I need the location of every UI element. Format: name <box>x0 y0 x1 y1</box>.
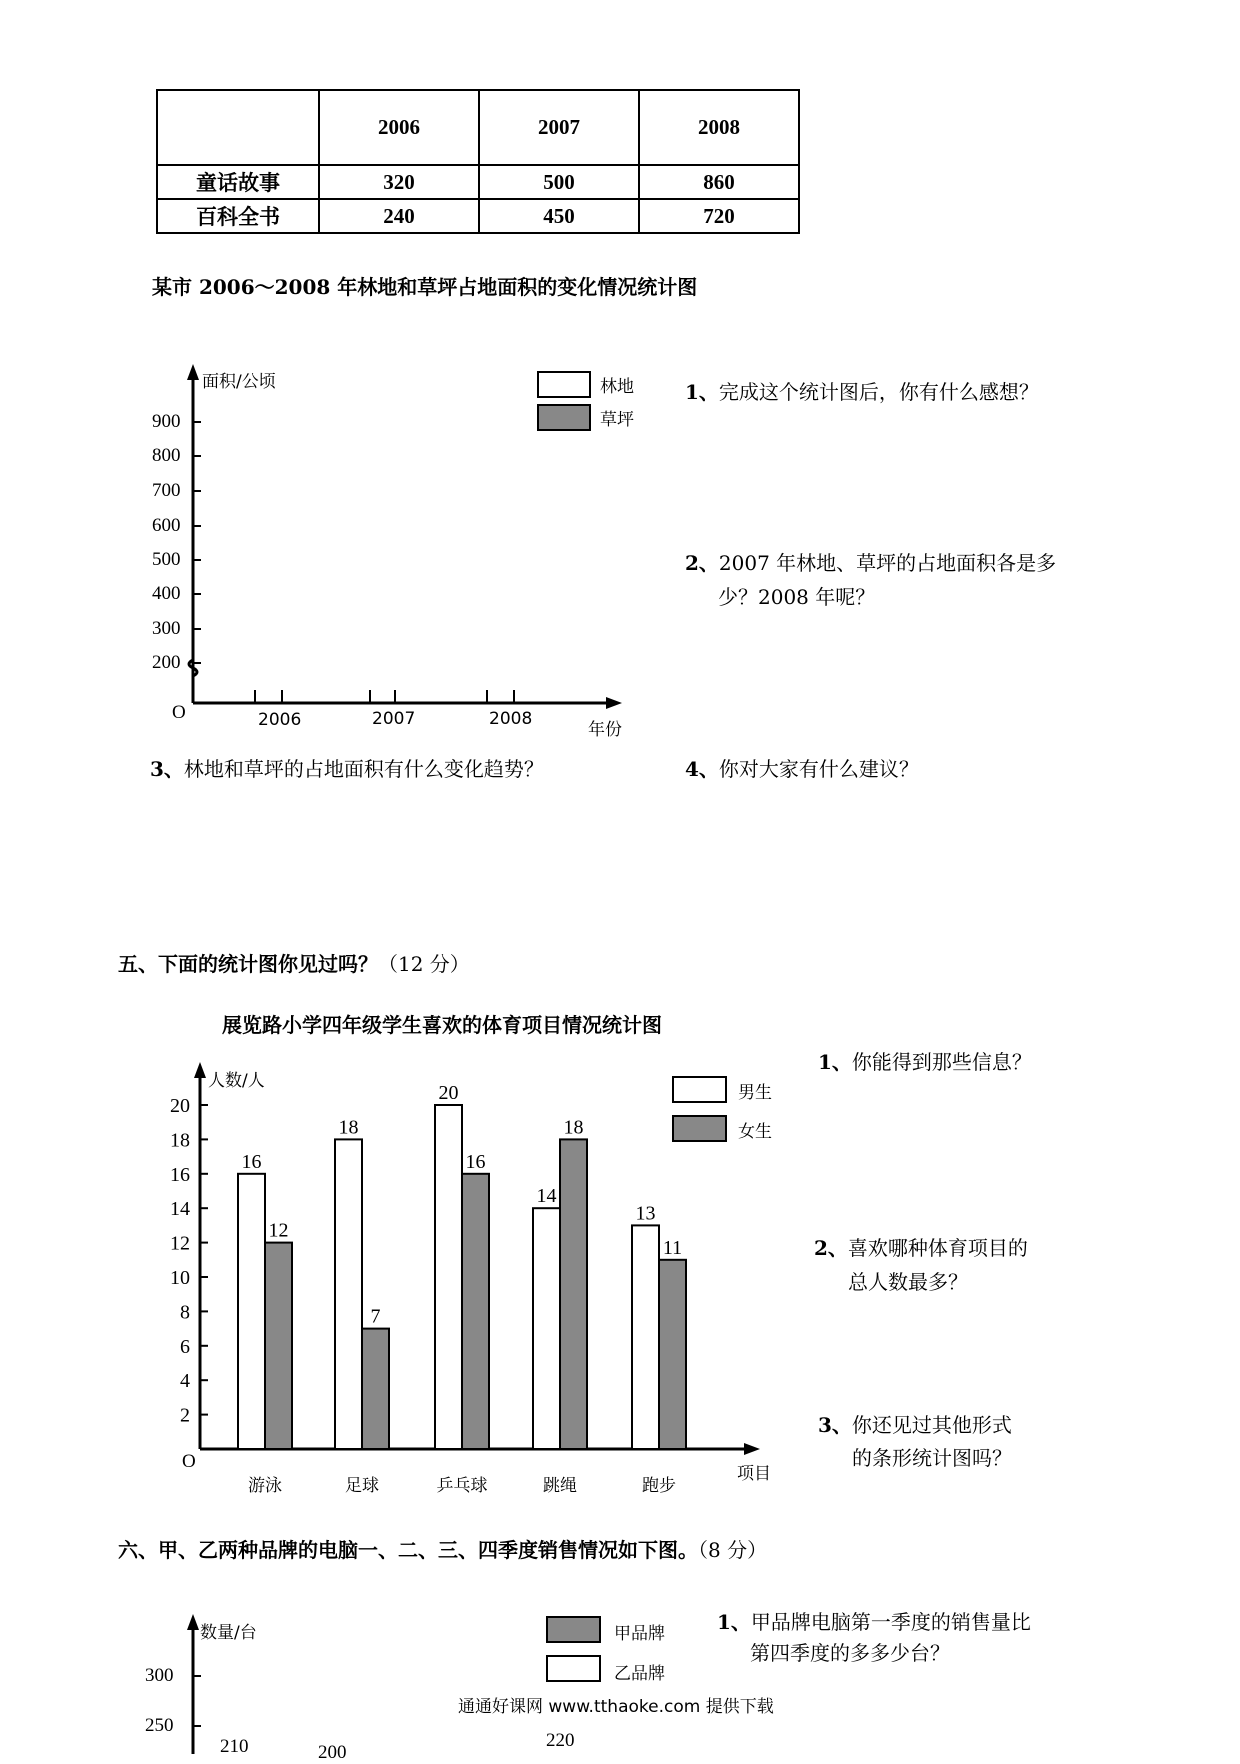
chart1-ytick: 800 <box>152 445 181 466</box>
chart1-ytick: 500 <box>152 549 181 570</box>
chart1-ytick: 200 <box>152 652 181 673</box>
table-cell: 320 <box>319 165 479 199</box>
chart1-xtick: 2006 <box>258 710 302 730</box>
chart3-data-label: 200 <box>318 1742 347 1763</box>
table-cell: 240 <box>319 199 479 233</box>
chart3-y-arrow <box>187 1614 199 1630</box>
chart2-legend-label: 女生 <box>738 1122 772 1142</box>
chart2-data-label: 7 <box>370 1305 381 1328</box>
chart3-legend-label: 甲品牌 <box>614 1624 665 1644</box>
chart2-data-label: 16 <box>241 1150 262 1173</box>
table-cell: 720 <box>639 199 799 233</box>
chart2-ytick-label: 6 <box>180 1335 190 1358</box>
chart1-ytick: 300 <box>152 618 181 639</box>
chart1-legend-label: 草坪 <box>600 410 634 430</box>
table-header: 2006 <box>319 90 479 165</box>
chart1-title: 某市 2006～2008 年林地和草坪占地面积的变化情况统计图 <box>152 275 698 299</box>
chart1-question-4: 4、你对大家有什么建议？ <box>685 757 919 781</box>
chart2-question-3: 3、你还见过其他形式 <box>818 1413 1012 1437</box>
table-cell: 500 <box>479 165 639 199</box>
chart1-question-2-cont: 少？2008 年呢？ <box>718 585 876 609</box>
table-cell: 450 <box>479 199 639 233</box>
chart2-data-label: 11 <box>662 1236 683 1259</box>
section6-question-1-cont: 第四季度的多多少台？ <box>750 1641 950 1665</box>
chart2-question-1: 1、你能得到那些信息？ <box>818 1050 1032 1074</box>
chart1-xtick: 2008 <box>489 709 533 729</box>
chart2-ytick-label: 2 <box>180 1404 190 1427</box>
chart2-category-label: 跑步 <box>642 1476 676 1496</box>
chart1-xlabel: 年份 <box>588 720 622 740</box>
chart2-question-2: 2、喜欢哪种体育项目的 <box>814 1236 1028 1260</box>
chart3-ylabel: 数量/台 <box>200 1623 257 1643</box>
chart2-data-label: 16 <box>465 1150 486 1173</box>
chart1-ytick: 600 <box>152 515 181 536</box>
chart2-ytick-label: 8 <box>180 1301 190 1324</box>
section6-question-1: 1、甲品牌电脑第一季度的销售量比 <box>717 1610 1031 1634</box>
chart2-category-label: 跳绳 <box>543 1476 577 1496</box>
chart2-origin: O <box>182 1451 196 1472</box>
chart2-question-2-cont: 总人数最多？ <box>848 1270 968 1294</box>
chart2-ytick-label: 16 <box>170 1163 190 1186</box>
chart1-ytick: 700 <box>152 480 181 501</box>
chart2-ylabel: 人数/人 <box>208 1071 265 1091</box>
chart3-legend-swatch-a <box>547 1617 600 1642</box>
chart2-ytick-label: 4 <box>180 1370 190 1393</box>
section6-heading: 六、甲、乙两种品牌的电脑一、二、三、四季度销售情况如下图。（8 分） <box>118 1538 768 1562</box>
chart1-ylabel: 面积/公顷 <box>202 372 276 392</box>
table-row-label: 童话故事 <box>157 165 319 199</box>
chart2-xlabel: 项目 <box>737 1464 771 1484</box>
chart1-question-3: 3、林地和草坪的占地面积有什么变化趋势？ <box>150 757 544 781</box>
chart3-legend-swatch-b <box>547 1656 600 1681</box>
chart3-legend-label: 乙品牌 <box>614 1664 665 1684</box>
footer-watermark: 通通好课网 www.tthaoke.com 提供下载 <box>458 1697 774 1717</box>
chart2-data-label: 14 <box>536 1185 557 1208</box>
chart2-question-3-cont: 的条形统计图吗？ <box>852 1446 1012 1470</box>
chart3-ytick: 250 <box>145 1715 174 1736</box>
chart1-legend-label: 林地 <box>600 377 634 397</box>
chart3-ytick: 300 <box>145 1665 174 1686</box>
chart2-category-label: 游泳 <box>248 1476 282 1496</box>
chart2-data-label: 18 <box>563 1116 584 1139</box>
chart1-question-2: 2、2007 年林地、草坪的占地面积各是多 <box>685 551 1057 575</box>
chart2-category-label: 足球 <box>345 1476 379 1496</box>
chart2-data-label: 13 <box>635 1202 656 1225</box>
chart2-title: 展览路小学四年级学生喜欢的体育项目情况统计图 <box>222 1013 662 1037</box>
chart1-ytick: 900 <box>152 411 181 432</box>
table-row-label: 百科全书 <box>157 199 319 233</box>
chart2-ytick-label: 10 <box>170 1267 190 1289</box>
chart2-legend-label: 男生 <box>738 1083 772 1103</box>
chart2-data-label: 18 <box>338 1116 359 1139</box>
table-cell: 860 <box>639 165 799 199</box>
chart2-data-label: 20 <box>438 1082 459 1104</box>
section5-heading: 五、下面的统计图你见过吗？（12 分） <box>118 952 470 976</box>
chart2-ytick-label: 14 <box>170 1198 190 1221</box>
chart2-ytick-label: 20 <box>170 1095 190 1117</box>
chart1-ytick: 400 <box>152 583 181 604</box>
chart2-ytick-label: 12 <box>170 1232 190 1255</box>
chart1-question-1: 1、完成这个统计图后，你有什么感想？ <box>685 380 1039 404</box>
chart2-category-label: 乒乓球 <box>436 1476 488 1496</box>
table-header: 2008 <box>639 90 799 165</box>
chart1-xtick: 2007 <box>372 709 416 729</box>
table-header: 2007 <box>479 90 639 165</box>
chart2-ytick-label: 18 <box>170 1129 190 1152</box>
chart3-data-label: 210 <box>220 1736 249 1757</box>
chart2-data-label: 12 <box>268 1219 289 1242</box>
chart1-origin: O <box>172 702 186 723</box>
chart3-data-label: 220 <box>546 1730 575 1751</box>
